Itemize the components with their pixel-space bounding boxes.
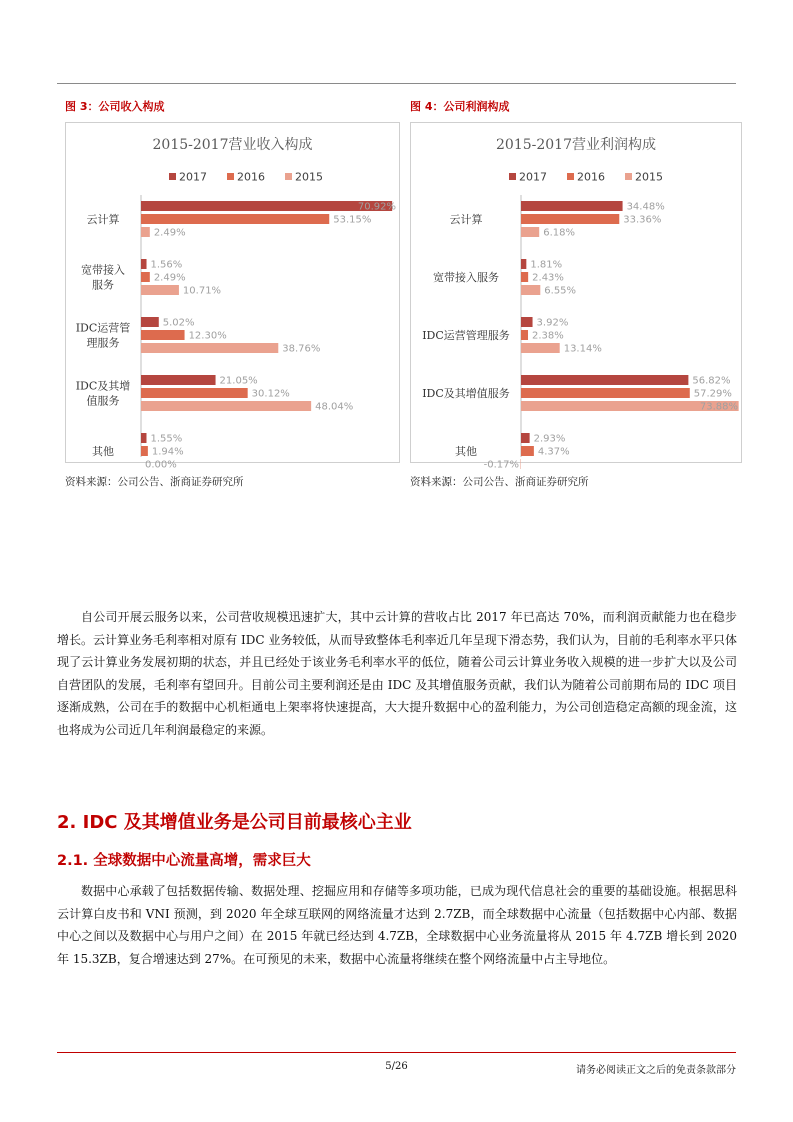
revenue-composition-chart (66, 123, 399, 471)
figure-3-source: 资料来源：公司公告、浙商证券研究所 (65, 476, 244, 488)
bar-2015 (521, 343, 560, 353)
profit-chart-frame (410, 122, 742, 471)
bar-2016 (141, 330, 185, 340)
data-label-2015: 73.88% (699, 401, 738, 413)
data-label-2016: 53.15% (333, 214, 372, 226)
legend-label-2016: 2016 (237, 170, 265, 184)
bar-2017 (521, 317, 533, 327)
data-label-2015: -0.17% (483, 459, 519, 471)
body-paragraph-1: 自公司开展云服务以来，公司营收规模迅速扩大，其中云计算的营收占比 2017 年已高达 70%，而利润贡献能力也在稳步增长。云计算业务毛利率相对原有 IDC 业务较低，从而导致整体毛利率近几年呈现下滑态势，我们认为，目前的毛利率水平只体现了云计算业务发展初期的状态，并且已经处于该业务毛利率水平的低位，随着公司云计算业务收入规模的进一步扩大以及公司自营团队的发展，毛利率有望回升。目前公司主要利润还是由 IDC 及其增值服务贡献，我们认为随着公司前期布局的 IDC 项目逐渐成熟，公司在手的数据中心机柜通电上架率将快速提高，大大提升数据中心的盈利能力，为公司创造稳定高额的现金流，这也将成为公司近几年利润最稳定的来源。 (57, 610, 737, 737)
legend-label-2017: 2017 (179, 170, 207, 184)
data-label-2017: 3.92% (536, 317, 569, 329)
bar-2017 (141, 433, 146, 443)
legend-label-2015: 2015 (295, 170, 323, 184)
data-label-2016: 33.36% (623, 214, 662, 226)
bar-2017 (141, 201, 392, 211)
data-label-2016: 4.37% (537, 446, 570, 458)
bar-2015 (521, 227, 539, 237)
category-label: 服务 (92, 278, 114, 292)
bar-2016 (141, 388, 248, 398)
category-label: 云计算 (449, 213, 483, 226)
category-label: 值服务 (86, 394, 120, 408)
data-label-2017: 5.02% (162, 317, 195, 329)
data-label-2016: 2.38% (532, 330, 564, 342)
bar-2015 (141, 401, 311, 411)
category-label: 宽带接入 (81, 263, 125, 277)
category-label: 其他 (92, 445, 114, 458)
data-label-2017: 1.55% (150, 433, 183, 445)
bar-2016 (141, 446, 148, 456)
data-label-2016: 57.29% (693, 388, 732, 400)
figure-4-caption: 图 4：公司利润构成 (410, 100, 510, 113)
bar-2016 (141, 272, 150, 282)
category-label: IDC运营管理服务 (422, 329, 510, 342)
body-paragraph-2: 数据中心承载了包括数据传输、数据处理、挖掘应用和存储等多项功能，已成为现代信息社会的重要的基础设施。根据思科云计算白皮书和 VNI 预测，到 2020 年全球互联网的网络流量才达到 2.7ZB，而全球数据中心流量（包括数据中心内部、数据中心之间以及数据中心与用户之间）在 2015 年就已经达到 4.7ZB，全球数据中心业务流量将从 2015 年 4.7ZB 增长到 2020 年 15.3ZB，复合增速达到 27%。在可预见的未来，数据中心流量将继续在整个网络流量中占主导地位。 (57, 884, 737, 966)
data-label-2017: 2.93% (533, 433, 566, 445)
data-label-2016: 1.94% (151, 446, 184, 458)
legend-label-2015: 2015 (635, 170, 663, 184)
bar-2016 (521, 272, 528, 282)
chart-title: 2015-2017营业利润构成 (496, 137, 656, 153)
data-label-2017: 70.92% (357, 201, 396, 213)
data-label-2017: 34.48% (626, 201, 665, 213)
bar-2015 (141, 285, 179, 295)
bar-2016 (521, 330, 528, 340)
bar-2016 (521, 214, 619, 224)
legend-swatch-2015 (625, 173, 632, 180)
bar-2016 (521, 388, 690, 398)
legend-swatch-2016 (227, 173, 234, 180)
profit-composition-chart (411, 123, 741, 471)
data-label-2015: 48.04% (315, 401, 354, 413)
data-label-2016: 2.43% (532, 272, 564, 284)
data-label-2017: 21.05% (219, 375, 258, 387)
figure-3-caption: 图 3：公司收入构成 (65, 100, 165, 113)
bar-2015 (521, 285, 540, 295)
footer-disclaimer: 请务必阅读正文之后的免责条款部分 (576, 1065, 736, 1076)
data-label-2015: 2.49% (153, 227, 186, 239)
legend-label-2017: 2017 (519, 170, 547, 184)
category-label: 理服务 (86, 336, 120, 350)
bar-2015 (141, 343, 278, 353)
page-number: 5/26 (385, 1061, 408, 1072)
chart-title: 2015-2017营业收入构成 (152, 137, 313, 153)
legend-label-2016: 2016 (577, 170, 605, 184)
bar-2016 (521, 446, 534, 456)
bar-2017 (521, 433, 530, 443)
data-label-2015: 38.76% (282, 343, 321, 355)
data-label-2017: 1.81% (530, 259, 563, 271)
data-label-2017: 56.82% (692, 375, 731, 387)
bar-2017 (521, 201, 623, 211)
revenue-chart-frame (65, 122, 400, 471)
data-label-2015: 6.18% (543, 227, 575, 239)
category-label: 云计算 (86, 213, 120, 226)
bar-2015 (141, 227, 150, 237)
bar-2017 (521, 375, 688, 385)
bar-2016 (141, 214, 329, 224)
data-label-2015: 0.00% (145, 459, 177, 471)
legend-swatch-2016 (567, 173, 574, 180)
category-label: IDC及其增值服务 (422, 387, 510, 400)
bar-2017 (521, 259, 526, 269)
bar-2017 (141, 259, 147, 269)
data-label-2015: 13.14% (563, 343, 602, 355)
legend-swatch-2017 (169, 173, 176, 180)
subsection-heading-2-1: 2.1. 全球数据中心流量高增，需求巨大 (57, 853, 311, 869)
category-label: 其他 (455, 445, 477, 458)
section-heading-2: 2. IDC 及其增值业务是公司目前最核心主业 (57, 812, 412, 833)
data-label-2015: 10.71% (182, 285, 222, 297)
legend-swatch-2017 (509, 173, 516, 180)
data-label-2016: 12.30% (188, 330, 227, 342)
header-rule (57, 83, 736, 84)
figure-4-source: 资料来源：公司公告、浙商证券研究所 (410, 476, 589, 488)
data-label-2015: 6.55% (544, 285, 577, 297)
data-label-2016: 30.12% (251, 388, 290, 400)
legend-swatch-2015 (285, 173, 292, 180)
bar-2015 (520, 459, 521, 469)
bar-2017 (141, 317, 159, 327)
footer-rule (57, 1052, 736, 1053)
bar-2017 (141, 375, 216, 385)
category-label: IDC及其增 (75, 379, 131, 393)
category-label: 宽带接入服务 (433, 271, 499, 284)
data-label-2017: 1.56% (150, 259, 183, 271)
category-label: IDC运营管 (75, 321, 131, 335)
data-label-2016: 2.49% (153, 272, 186, 284)
